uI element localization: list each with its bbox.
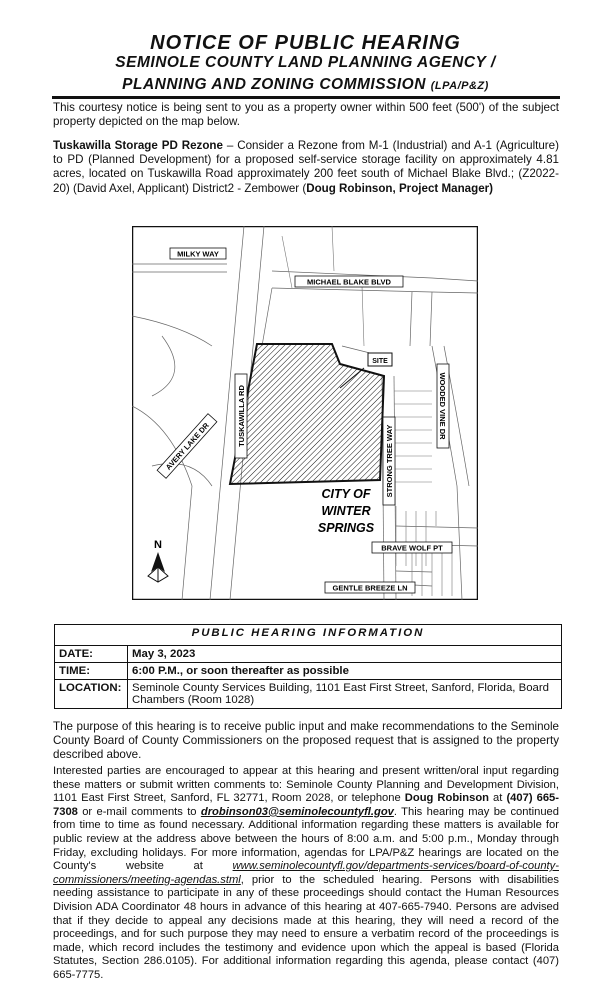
street-label-tuskawilla: TUSKAWILLA RD [237, 385, 246, 447]
street-label-gentle-breeze: GENTLE BREEZE LN [332, 583, 408, 593]
contact-email-link[interactable]: drobinson03@seminolecountyfl.gov [200, 805, 394, 818]
date-value: May 3, 2023 [128, 646, 562, 663]
time-value: 6:00 P.M., or soon thereafter as possible [128, 663, 562, 680]
location-value: Seminole County Services Building, 1101 East First Street, Sanford, Florida, Board Chambers (Room 1028) [128, 680, 562, 709]
request-body: – Consider a Rezone from M-1 (Industrial) and A-1 (Agriculture) to PD (Planned Development) for a proposed self-service storage facility on approximately 4.81 acres, located on Tuskawilla Road approximately 200 feet south of Michael Blake Blvd.; (Z2022-20) (David Axel, Applicant) District2 - Zembower ( [53, 139, 559, 195]
request-paragraph [53, 139, 559, 196]
street-label-brave-wolf: BRAVE WOLF PT [381, 543, 443, 553]
interested-part3: or e-mail comments to [77, 805, 201, 818]
street-label-michael-blake: MICHAEL BLAKE BLVD [307, 277, 391, 287]
city-label-line1: CITY OF [321, 487, 371, 501]
interested-part4: . This hearing may be continued from time to time as found necessary. Additional information regarding these matters is available for public review at the address above between the hours of 8:00 a.m. and 5:00 p.m., Monday through Friday, excluding holidays. For more information, agendas for LPA/P&Z hearings are located on the County's website at [53, 805, 559, 873]
purpose-paragraph: The purpose of this hearing is to receive public input and make recommendations to the Seminole County Board of County Commissioners on the proposed request that is assigned to the property described above. [53, 720, 559, 762]
interested-parties-paragraph [53, 765, 559, 983]
table-row [55, 680, 562, 709]
request-title: Tuskawilla Storage PD Rezone [53, 139, 223, 152]
interested-part5: , prior to the scheduled hearing. Persons with disabilities needing assistance to participate in any of these proceedings should contact the Human Resources Division ADA Coordinator 48 hours in advance of this hearing at 407-665-7940. Persons are advised that if they decide to appeal any decisions made at this hearing, they will need a record of the proceedings, and for such purpose they may need to ensure a verbatim record of the proceedings is made, which record includes the testimony and evidence upon which the appeal is based (Florida Statutes, Section 286.0105). For additional information regarding this agenda, please contact (407) 665-7775. [53, 873, 559, 981]
location-label: LOCATION: [55, 680, 128, 709]
title-rule [52, 96, 560, 99]
commission-name-main: PLANNING AND ZONING COMMISSION [122, 76, 426, 93]
street-label-wooded-vine: WOODED VINE DR [438, 372, 447, 440]
street-label-strong-tree: STRONG TREE WAY [385, 424, 394, 498]
commission-abbrev: (LPA/P&Z) [430, 80, 489, 92]
north-label: N [154, 539, 162, 551]
contact-name: Doug Robinson [404, 792, 489, 805]
city-label-line2: WINTER [321, 504, 371, 518]
date-label: DATE: [55, 646, 128, 663]
interested-part2: at [489, 792, 507, 805]
table-row [55, 646, 562, 663]
notice-title: NOTICE OF PUBLIC HEARING [150, 32, 461, 54]
street-label-milky-way: MILKY WAY [177, 249, 219, 259]
table-row [55, 663, 562, 680]
city-label-line3: SPRINGS [317, 521, 375, 535]
hearing-info-heading: PUBLIC HEARING INFORMATION [55, 625, 562, 646]
site-label: SITE [372, 358, 388, 365]
site-map [132, 226, 478, 600]
agency-name: SEMINOLE COUNTY LAND PLANNING AGENCY / [115, 54, 496, 71]
agendas-website-link[interactable]: www.seminolecountyfl.gov/departments-services/board-of-county-commissioners/meeting-agendas.stml [53, 860, 559, 886]
hearing-info-table [54, 624, 562, 709]
interested-part1: Interested parties are encouraged to appear at this hearing and present written/oral input regarding these matters or submit written comments to: Seminole County Planning and Development Division, 1101 East First Street, Sanford, FL 32771, Room 2028, or telephone [53, 765, 559, 805]
project-manager: Doug Robinson, Project Manager [306, 181, 490, 195]
intro-paragraph: This courtesy notice is being sent to you as a property owner within 500 feet (500') of the subject property depicted on the map below. [53, 101, 559, 129]
street-label-avery-lake: AVERY LAKE DR [163, 420, 211, 472]
commission-name [0, 76, 611, 94]
request-close: ) [489, 181, 494, 195]
time-label: TIME: [55, 663, 128, 680]
contact-phone: (407) 665-7308 [53, 792, 559, 818]
